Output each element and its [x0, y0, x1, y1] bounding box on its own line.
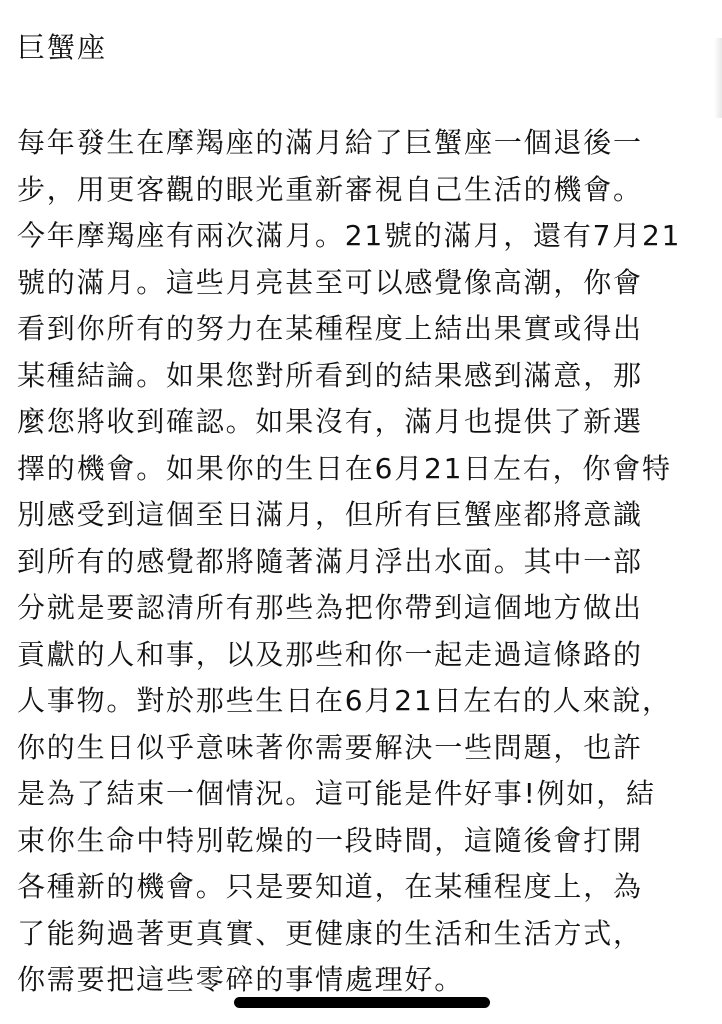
- body-line: 今年摩羯座有兩次滿月。21號的滿月，還有7月21: [17, 219, 682, 252]
- body-line: 號的滿月。這些月亮甚至可以感覺像高潮，你會: [17, 265, 643, 299]
- scroll-edge-shadow: [714, 38, 722, 118]
- body-line: 貢獻的人和事，以及那些和你一起走過這條路的: [17, 637, 643, 671]
- home-indicator-bar[interactable]: [234, 997, 490, 1008]
- body-line: 別感受到這個至日滿月，但所有巨蟹座都將意識: [17, 498, 643, 531]
- body-line: 你需要把這些零碎的事情處理好。: [17, 963, 465, 996]
- body-line: 每年發生在摩羯座的滿月給了巨蟹座一個退後一: [17, 126, 643, 159]
- page-title: 巨蟹座: [17, 31, 108, 64]
- body-line: 擇的機會。如果你的生日在6月21日左右，你會特: [17, 451, 672, 485]
- body-line: 分就是要認清所有那些為把你帶到這個地方做出: [17, 591, 643, 624]
- body-line: 步，用更客觀的眼光重新審視自己生活的機會。: [17, 172, 643, 206]
- body-line: 看到你所有的努力在某種程度上結出果實或得出: [17, 312, 643, 345]
- body-line: 了能夠過著更真實、更健康的生活和生活方式，: [17, 916, 643, 950]
- body-line: 麼您將收到確認。如果沒有，滿月也提供了新選: [17, 405, 643, 438]
- body-line: 到所有的感覺都將隨著滿月浮出水面。其中一部: [17, 544, 643, 578]
- body-line: 你的生日似乎意味著你需要解決一些問題，也許: [17, 730, 643, 764]
- body-line: 人事物。對於那些生日在6月21日左右的人來說，: [17, 684, 672, 717]
- article-body: [17, 120, 707, 1004]
- body-line: 某種結論。如果您對所看到的結果感到滿意，那: [17, 358, 643, 392]
- body-line: 各種新的機會。只是要知道，在某種程度上，為: [17, 870, 643, 903]
- body-line: 是為了結束一個情況。這可能是件好事!例如，結: [17, 777, 656, 810]
- body-line: 束你生命中特別乾燥的一段時間，這隨後會打開: [17, 823, 643, 857]
